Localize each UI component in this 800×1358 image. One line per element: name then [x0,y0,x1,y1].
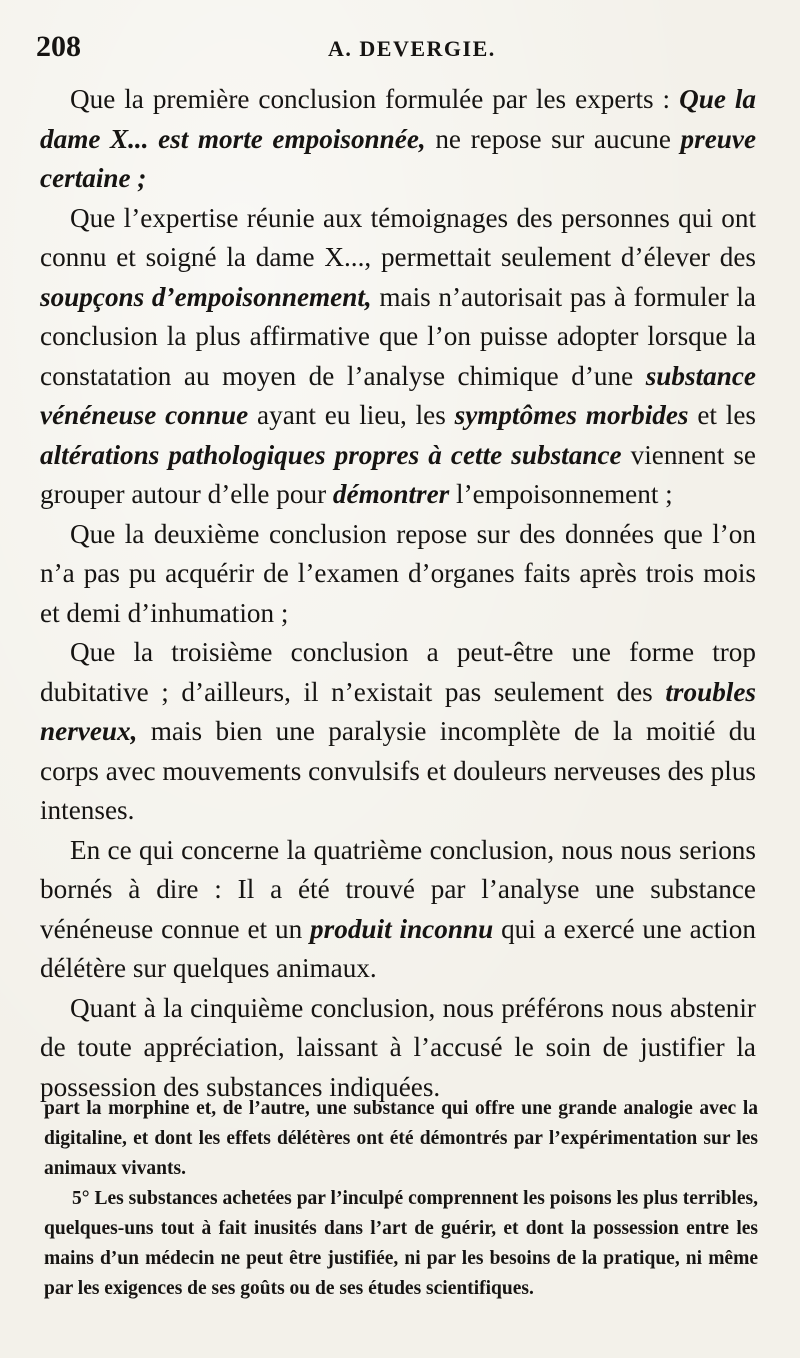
main-text [40,80,756,1107]
text-run: viennent se grouper autour d’elle pour [40,439,757,509]
page-header [36,30,756,70]
paragraph [40,199,756,515]
text-run: mais bien une paralysie incomplète de la moitié du corps avec mouvements convulsifs et douleurs nerveuses des plus intenses. [40,716,756,825]
paragraph [40,989,756,1108]
text-run: En ce qui concerne la quatrième conclusion, nous nous serions bornés à dire : Il a été trouvé par l’analyse une substance vénéneuse connue et un [40,834,756,944]
text-run: mais n’autorisait pas à formuler la conclusion la plus affirmative que l’on puisse adopter lorsque la constatation au moyen de l’analyse chimique d’une [40,281,756,391]
paragraph [40,633,756,831]
italic-run: symptômes morbides [454,400,689,430]
italic-run: altérations pathologiques propres à cette substance [40,439,622,470]
footnote-continuation: part la morphine et, de l’autre, une substance qui offre une grande analogie avec la digitaline, et dont les effets délétères ont été démontrés par l’expérimentation sur les animaux vivants. [44,1098,758,1179]
paragraph [40,515,756,634]
italic-run: preuve certaine ; [40,123,757,193]
text-run: Que l’expertise réunie aux témoignages des personnes qui ont connu et soigné la dame X..., permettait seulement d’élever des [40,202,756,272]
running-head: A. DEVERGIE. [328,36,496,61]
italic-run: Que la dame X... est morte empoisonnée, [40,84,757,154]
text-run: l’empoisonnement ; [449,479,673,509]
italic-run: démontrer [332,479,450,509]
text-run: Quant à la cinquième conclusion, nous préférons nous abstenir de toute appréciation, laissant à l’accusé le soin de justifier la possession des substances indiquées. [40,992,756,1102]
italic-run: produit inconnu [310,913,494,944]
text-run: Que la troisième conclusion a peut-être une forme trop dubitative ; d’ailleurs, il n’existait pas seulement des [40,637,756,707]
text-run: et les [688,400,756,430]
text-run: ne repose sur aucune [425,123,681,154]
italic-run: soupçons d’empoisonnement, [40,281,372,312]
text-run: Que la deuxième conclusion repose sur des données que l’on n’a pas pu acquérir de l’examen d’organes faits après trois mois et demi d’inhumation ; [40,518,756,628]
italic-run: substance vénéneuse connue [40,360,756,430]
paragraph [40,831,756,989]
page-number: 208 [36,30,81,63]
footnotes [44,1094,758,1304]
text-run: Que la première conclusion formulée par les experts : [70,84,680,114]
paragraph [40,80,756,199]
text-run: qui a exercé une action délétère sur quelques animaux. [40,913,756,983]
footnote-item: 5° Les substances achetées par l’inculpé comprennent les poisons les plus terribles, quelques-uns tout à fait inusités dans l’art de guérir, et dont la possession entre les mains d’un médecin ne peut être justifiée, ni par les besoins de la pratique, ni même par les exigences de ses goûts ou de ses études scientifiques. [44,1188,758,1299]
italic-run: troubles nerveux, [40,676,756,746]
text-run: ayant eu lieu, les [248,400,455,430]
